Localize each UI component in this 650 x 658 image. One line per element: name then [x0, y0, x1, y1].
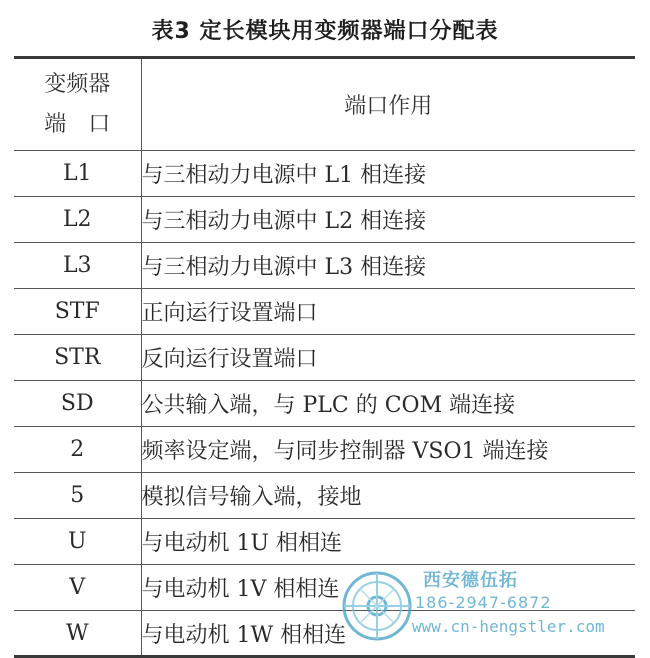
table-row [14, 473, 635, 519]
port-cell: SD [14, 381, 141, 427]
header-function-cell: 端口作用 [344, 94, 433, 119]
desc-cell: 与三相动力电源中 L1 相连接 [141, 151, 635, 197]
table-row [14, 289, 635, 335]
watermark-company-name: 西安德伍拓 [423, 570, 518, 591]
header-port-line2: 端 口 [44, 111, 111, 137]
table-caption: 表3 定长模块用变频器端口分配表 [151, 19, 499, 44]
desc-cell: 反向运行设置端口 [141, 335, 635, 381]
port-cell: STR [14, 335, 141, 381]
desc-cell: 与电动机 1V 相相连 [141, 565, 635, 611]
desc-cell: 公共输入端，与 PLC 的 COM 端连接 [141, 381, 635, 427]
port-cell: L2 [14, 197, 141, 243]
desc-cell: 模拟信号输入端，接地 [141, 473, 635, 519]
port-cell: 2 [14, 427, 141, 473]
desc-cell: 正向运行设置端口 [141, 289, 635, 335]
table-row [14, 519, 635, 565]
table-row [14, 565, 635, 611]
table-row [14, 151, 635, 197]
watermark-url: www.cn-hengstler.com [412, 617, 605, 636]
watermark-phone: 186-2947-6872 [415, 593, 552, 612]
port-assignment-table [14, 56, 635, 658]
port-cell: 5 [14, 473, 141, 519]
port-cell: V [14, 565, 141, 611]
port-cell: U [14, 519, 141, 565]
table-row [14, 427, 635, 473]
table-row [14, 243, 635, 289]
port-cell: STF [14, 289, 141, 335]
desc-cell: 与三相动力电源中 L2 相连接 [141, 197, 635, 243]
table-row [14, 335, 635, 381]
desc-cell: 与电动机 1W 相相连 [141, 611, 635, 657]
header-port-cell [14, 58, 141, 151]
port-cell: L1 [14, 151, 141, 197]
port-cell: L3 [14, 243, 141, 289]
port-cell: W [14, 611, 141, 657]
desc-cell: 与电动机 1U 相相连 [141, 519, 635, 565]
desc-cell: 频率设定端，与同步控制器 VSO1 端连接 [141, 427, 635, 473]
table-row [14, 197, 635, 243]
table-row [14, 381, 635, 427]
desc-cell: 与三相动力电源中 L3 相连接 [141, 243, 635, 289]
table-header-row [14, 58, 635, 151]
table-row [14, 611, 635, 657]
header-port-line1: 变频器 [44, 71, 111, 97]
